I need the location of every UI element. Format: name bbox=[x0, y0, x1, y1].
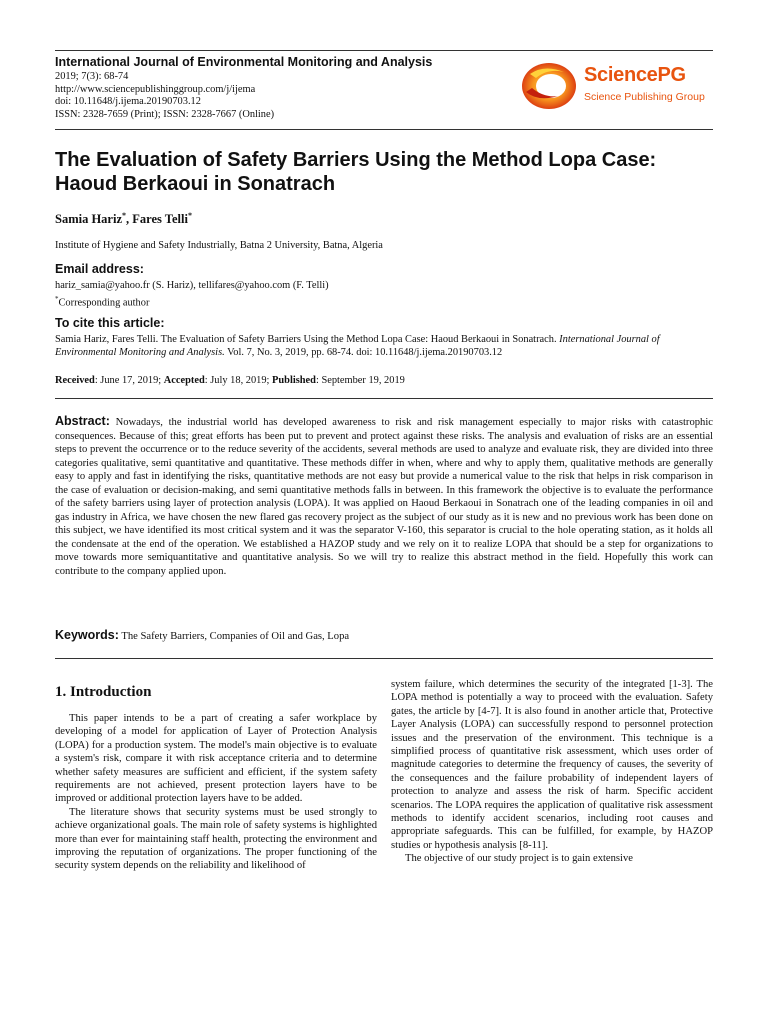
abstract bbox=[55, 415, 713, 578]
paper-title: The Evaluation of Safety Barriers Using the Method Lopa Case: Haoud Berkaoui in Sonatrach bbox=[55, 149, 657, 195]
author-name: Samia Hariz bbox=[55, 212, 123, 227]
logo-subtitle: Science Publishing Group bbox=[584, 91, 705, 103]
corresponding-note: *Corresponding author bbox=[55, 295, 150, 309]
corresponding-mark: * bbox=[122, 211, 127, 220]
journal-url[interactable]: http://www.sciencepublishinggroup.com/j/ijema bbox=[55, 83, 256, 95]
email-addresses[interactable]: hariz_samia@yahoo.fr (S. Hariz), tellifares@yahoo.com (F. Telli) bbox=[55, 280, 329, 291]
issn: ISSN: 2328-7659 (Print); ISSN: 2328-7667 (Online) bbox=[55, 108, 275, 120]
left-column bbox=[55, 712, 377, 873]
section-heading-introduction: 1. Introduction bbox=[55, 684, 152, 700]
abstract-top-rule bbox=[55, 398, 713, 399]
top-rule bbox=[55, 50, 713, 51]
article-dates: Received: June 17, 2019; Accepted: July 18, 2019; Published: September 19, 2019 bbox=[55, 375, 405, 386]
right-column bbox=[391, 678, 713, 866]
abstract-bottom-rule bbox=[55, 658, 713, 659]
author-separator: , bbox=[126, 212, 133, 227]
citation-text: Samia Hariz, Fares Telli. The Evaluation of Safety Barriers Using the Method Lopa Case: Haoud Berkaoui in Sonatrach. International Journal of Environmental Monitoring and Analysis. Vol. 7, No. 3, 2019, pp. 68-74. doi: 10.11648/j.ijema.20190703.12 bbox=[55, 334, 660, 358]
email-heading: Email address: bbox=[55, 262, 144, 276]
citation-journal: International Journal of Environmental Monitoring and Analysis. bbox=[55, 334, 660, 358]
publication-meta bbox=[55, 71, 274, 121]
paragraph: system failure, which determines the security of the integrated [1-3]. The LOPA method is potentially a way to proceed with the evaluation. Safety gates, the article by [4-7]. It is also found in another article that, Protective Layer Analysis (LOPA) can successfully respond to personnel protection issues and the preservation of the environment. This technique is a simplified process of quantitative risk assessment, which uses order of magnitude categories to determine the frequency of causes, the severity of the consequences and the failure probability of independent layers of protection to analyze and assess the risk of harm. Specific accident scenarios. The LOPA requires the application of qualitative risk assessment methods to identify accident scenarios, including root causes and appropriate safeguards. This can be fulfilled, for example, by HAZOP studies or hypothesis analysis [8-11]. bbox=[391, 679, 713, 851]
volume-info: 2019; 7(3): 68-74 bbox=[55, 71, 129, 82]
header-rule bbox=[55, 129, 713, 130]
paragraph: This paper intends to be a part of creating a safer workplace by developing of a model for application of Layer of Protection Analysis (LOPA) for a production system. The model's main objective is to evaluate a system's risk, compare it with risk acceptance criteria and to determine whether safety measures are sufficient and efficient, if the system safety requirements are not achieved, present protection layers have to be improved or additional protection layers have to be added. bbox=[55, 713, 377, 805]
author-list bbox=[55, 211, 192, 227]
logo-wordmark: SciencePG bbox=[584, 64, 686, 86]
journal-name: International Journal of Environmental Monitoring and Analysis bbox=[55, 55, 433, 69]
cite-heading: To cite this article: bbox=[55, 316, 165, 330]
affiliation: Institute of Hygiene and Safety Industrially, Batna 2 University, Batna, Algeria bbox=[55, 240, 383, 251]
keywords bbox=[55, 628, 349, 642]
keywords-label: Keywords: bbox=[55, 628, 119, 642]
corresponding-mark: * bbox=[55, 295, 59, 303]
paragraph: The objective of our study project is to gain extensive bbox=[405, 853, 633, 865]
abstract-label: Abstract: bbox=[55, 414, 110, 428]
doi: doi: 10.11648/j.ijema.20190703.12 bbox=[55, 96, 201, 108]
corresponding-mark: * bbox=[187, 211, 192, 220]
author-name: Fares Telli bbox=[132, 212, 188, 227]
paragraph: The literature shows that security systems must be used strongly to achieve organizational goals. The main role of safety systems is highlighted more than ever for maintaining staff health, protecting the environment and improving the reputation of organizations. The proper functioning of the security system depends on the reliability and likelihood of bbox=[55, 806, 377, 872]
keywords-text: The Safety Barriers, Companies of Oil and Gas, Lopa bbox=[121, 631, 350, 642]
abstract-text: Nowadays, the industrial world has developed awareness to risk and risk management especially to major risks with catastrophic consequences. Because of this; great efforts has been put to prevent and protect against these risks. The analysis and evaluation of risks are an essential steps to prevent the occurrence or to the reduce severity of the accidents, several methods are used to analyze and evaluate risk, they are divided into three categories qualitative, semi quantitative and quantitative. These methods differ in when, where and why to apply them, qualitative methods are generally easy to apply and fast in identifying the risks, quantitative methods are not easy but provide a numerical value to the risk that helps in risk comparison in the case of evaluation or decision-making, and semi quantitative methods falls in between. In this framework the objective is to evaluate the performance of the safety barriers using layer of protection analysis (LOPA). It was applied on Haoud Berkaoui in Sonatrach one of the leading companies in oil and gas industry in Africa, we have chosen the new flared gas recovery project as the subject of our study as it is new and no previous work has been done on this subject, we have identified its most critical system and it was the separator V-160, this separator is crucial to the hole operating station, as it holds all the condensate at the end of the operation. We established a HAZOP study and we rely on it to realize LOPA that should be a step for organizations to move towards more semiquantitative and quantitative analysis. So we will try to realize this abstract method in the field. Hopefully this work can contribute to the company applied upon. bbox=[55, 417, 713, 577]
sciencepg-swirl-logo-icon bbox=[518, 58, 580, 114]
sciencepg-logo bbox=[518, 58, 718, 114]
